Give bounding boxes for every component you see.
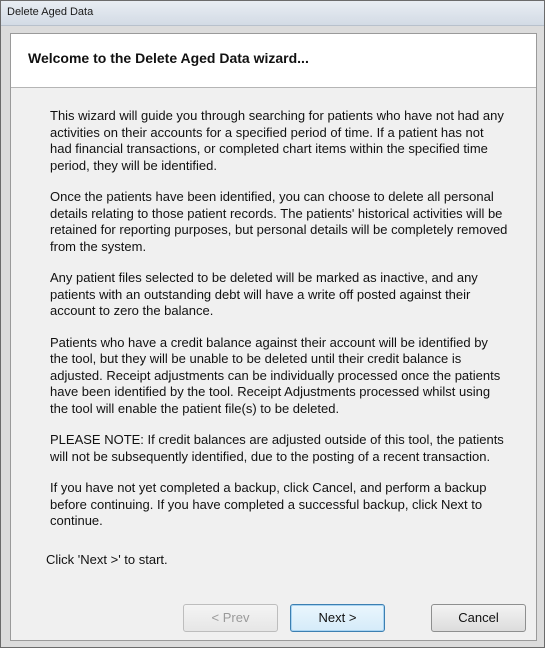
paragraph-backup: If you have not yet completed a backup, click Cancel, and perform a backup before continuing. If you have completed a successful backup, click Next to continue. xyxy=(50,480,487,528)
paragraph-intro: This wizard will guide you through searching for patients who have not had any activities on their accounts for a specified period of time. If a patient has not had financial transactions, or completed chart items within the specified time period, they will be identified. xyxy=(50,108,504,173)
paragraph-inactive-files: Any patient files selected to be deleted will be marked as inactive, and any patients with an outstanding debt will have a write off posted against their account to zero the balance. xyxy=(50,270,478,318)
wizard-heading: Welcome to the Delete Aged Data wizard... xyxy=(28,50,309,66)
window-title: Delete Aged Data xyxy=(7,6,94,18)
start-prompt: Click 'Next >' to start. xyxy=(46,552,168,567)
paragraph-please-note: PLEASE NOTE: If credit balances are adjusted outside of this tool, the patients will not be subsequently identified, due to the posting of a recent transaction. xyxy=(50,432,504,464)
prev-button[interactable]: < Prev xyxy=(183,604,278,632)
wizard-description xyxy=(50,108,508,545)
wizard-panel xyxy=(10,33,537,641)
cancel-button[interactable]: Cancel xyxy=(431,604,526,632)
paragraph-credit-balance: Patients who have a credit balance against their account will be identified by the tool, but they will be unable to be deleted until their credit balance is adjusted. Receipt adjustments can be individually processed once the patients have been identified by the tool. Receipt Adjustments processed whilst using the tool will enable the patient file(s) to be deleted. xyxy=(50,334,501,416)
next-button[interactable]: Next > xyxy=(290,604,385,632)
title-bar[interactable] xyxy=(1,1,544,26)
paragraph-delete-details: Once the patients have been identified, you can choose to delete all personal details relating to those patient records. The patients' historical activities will be retained for reporting purposes, but personal details will be completely removed from the system. xyxy=(50,189,508,254)
wizard-header xyxy=(11,34,536,88)
